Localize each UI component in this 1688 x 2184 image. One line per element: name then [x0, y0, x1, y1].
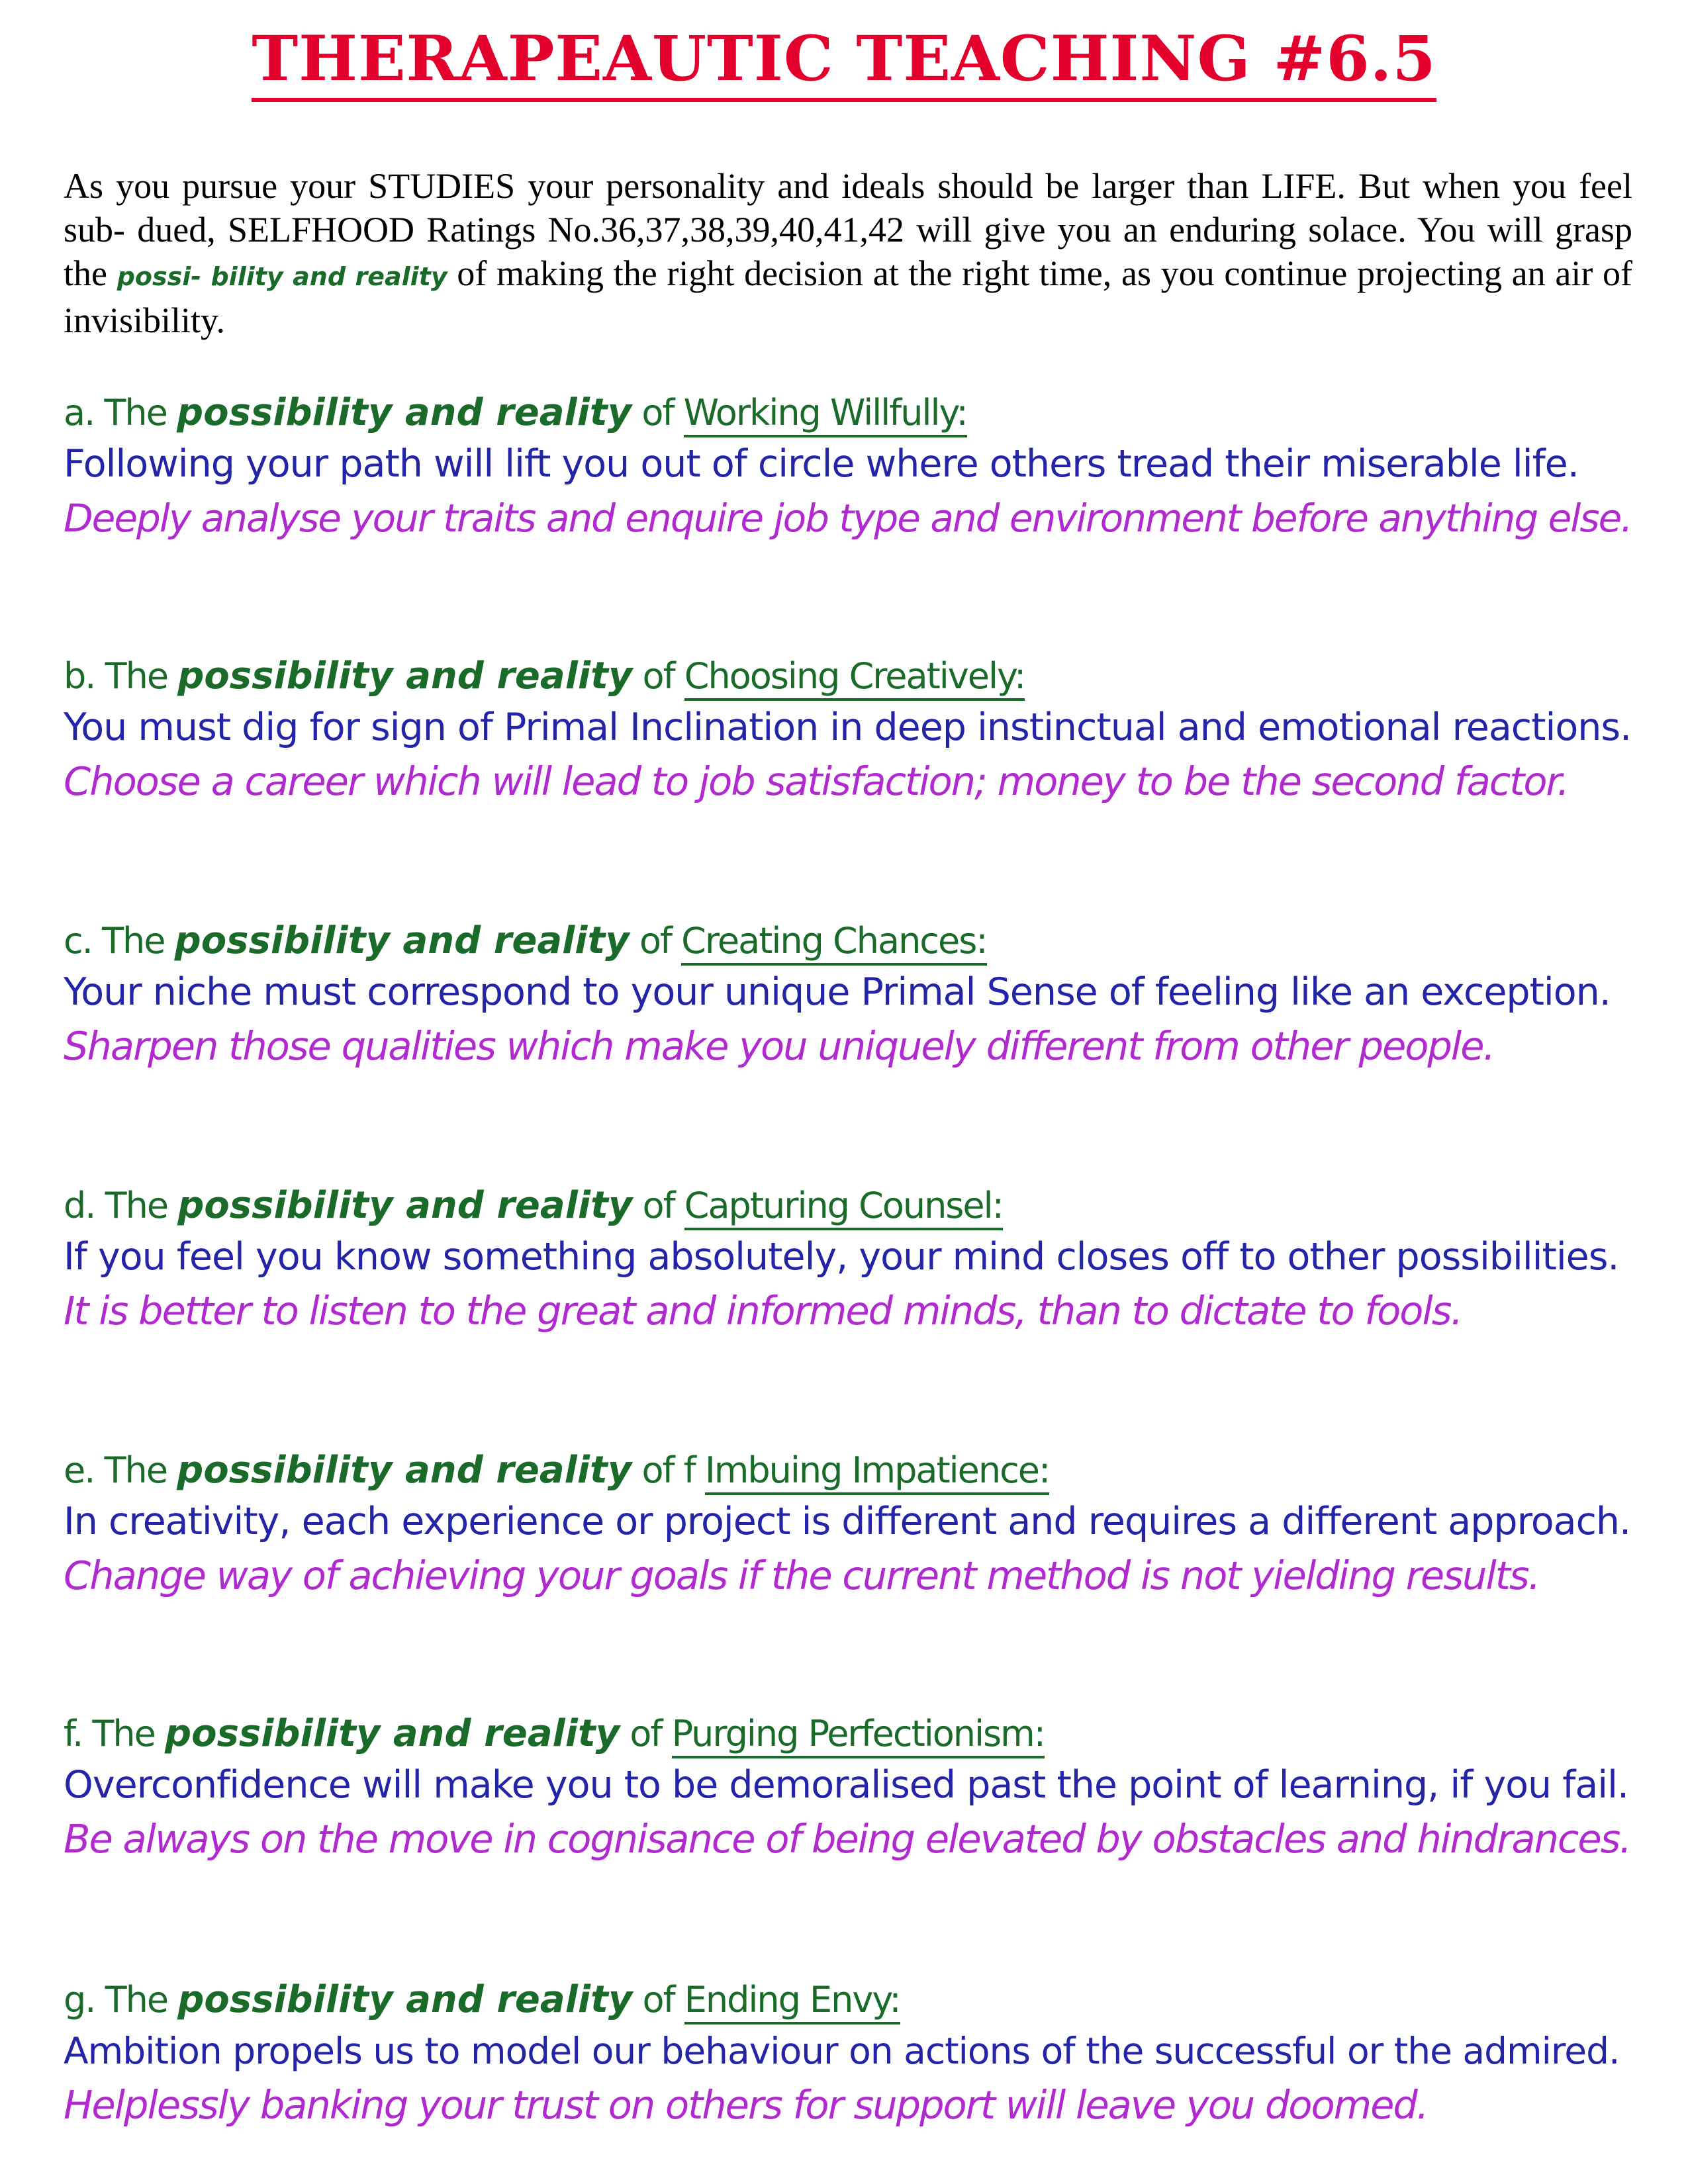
section-heading	[64, 917, 1639, 965]
section-of: of	[632, 1979, 684, 2021]
section-highlight: possibility and reality	[177, 391, 632, 434]
section-heading	[64, 653, 1639, 700]
section-highlight: possibility and reality	[177, 655, 633, 698]
section-of: of	[632, 655, 684, 697]
section-topic: Choosing Creatively:	[684, 655, 1025, 701]
section-line-1: If you feel you know something absolutely, your mind closes off to other possibilities.	[64, 1235, 1619, 1279]
section-d	[64, 1182, 1639, 1338]
section-line-1: Following your path will lift you out of circle where others tread their miserable life.	[64, 442, 1579, 486]
section-heading	[64, 389, 1639, 437]
section-topic: Working Willfully:	[684, 392, 967, 437]
section-topic: Capturing Counsel:	[684, 1185, 1003, 1230]
section-line-2: Deeply analyse your traits and enquire job type and environment before anything else.	[64, 496, 1632, 541]
section-line-2: Change way of achieving your goals if the current method is not yielding results.	[64, 1553, 1540, 1598]
section-of: of	[632, 392, 684, 433]
section-f	[64, 1710, 1639, 1866]
section-heading	[64, 1447, 1639, 1494]
section-prefix: a. The	[64, 392, 177, 433]
section-g	[64, 1976, 1639, 2132]
section-line-2: Helplessly banking your trust on others for support will leave you doomed.	[64, 2082, 1428, 2128]
section-prefix: b. The	[64, 655, 178, 697]
section-of: of	[632, 1185, 684, 1226]
section-heading	[64, 1182, 1639, 1230]
section-topic: Ending Envy:	[684, 1979, 900, 2025]
section-topic: Purging Perfectionism:	[672, 1713, 1045, 1758]
intro-highlight: possi- bility and reality	[117, 262, 447, 291]
section-highlight: possibility and reality	[165, 1712, 620, 1755]
section-of: of f	[632, 1449, 705, 1491]
section-prefix: f. The	[64, 1713, 165, 1754]
section-c	[64, 917, 1639, 1073]
section-line-1: Overconfidence will make you to be demoralised past the point of learning, if you fail.	[64, 1763, 1629, 1807]
page-title-text: THERAPEAUTIC TEACHING #6.5	[252, 23, 1436, 102]
intro-paragraph	[64, 164, 1632, 342]
section-highlight: possibility and reality	[177, 1978, 633, 2021]
section-of: of	[629, 920, 682, 962]
section-highlight: possibility and reality	[177, 1184, 633, 1227]
section-prefix: e. The	[64, 1449, 177, 1491]
section-line-1: You must dig for sign of Primal Inclination in deep instinctual and emotional reactions.	[64, 705, 1632, 749]
section-of: of	[620, 1713, 672, 1754]
section-line-2: It is better to listen to the great and informed minds, than to dictate to fools.	[64, 1288, 1462, 1334]
page-title	[0, 25, 1688, 93]
section-prefix: d. The	[64, 1185, 178, 1226]
section-line-2: Sharpen those qualities which make you uniquely different from other people.	[64, 1023, 1495, 1069]
section-heading	[64, 1710, 1639, 1758]
section-heading	[64, 1976, 1639, 2024]
intro-text-after: of making the right decision at the right time, as you continue projecting an air of invisibility.	[64, 253, 1633, 340]
section-a	[64, 389, 1639, 545]
section-prefix: c. The	[64, 920, 175, 962]
section-line-2: Be always on the move in cognisance of being elevated by obstacles and hindrances.	[64, 1816, 1631, 1862]
section-line-1: In creativity, each experience or project is different and requires a different approach.	[64, 1500, 1631, 1543]
section-prefix: g. The	[64, 1979, 178, 2021]
section-b	[64, 653, 1639, 809]
section-line-1: Ambition propels us to model our behaviour on actions of the successful or the admired.	[64, 2030, 1620, 2072]
section-topic: Creating Chances:	[681, 920, 986, 966]
intro-text-before: As you pursue your STUDIES your personality and ideals should be larger than LIFE. But when you feel sub- dued, SELFHOOD Ratings No.36,37,38,39,40,41,42 will give you an enduring solace. You will grasp the	[64, 166, 1632, 293]
section-line-2: Choose a career which will lead to job satisfaction; money to be the second factor.	[64, 758, 1569, 804]
section-line-1: Your niche must correspond to your unique Primal Sense of feeling like an exception.	[64, 970, 1611, 1014]
section-e	[64, 1447, 1639, 1603]
section-topic: Imbuing Impatience:	[705, 1449, 1049, 1495]
section-highlight: possibility and reality	[174, 919, 630, 962]
section-highlight: possibility and reality	[177, 1449, 632, 1492]
